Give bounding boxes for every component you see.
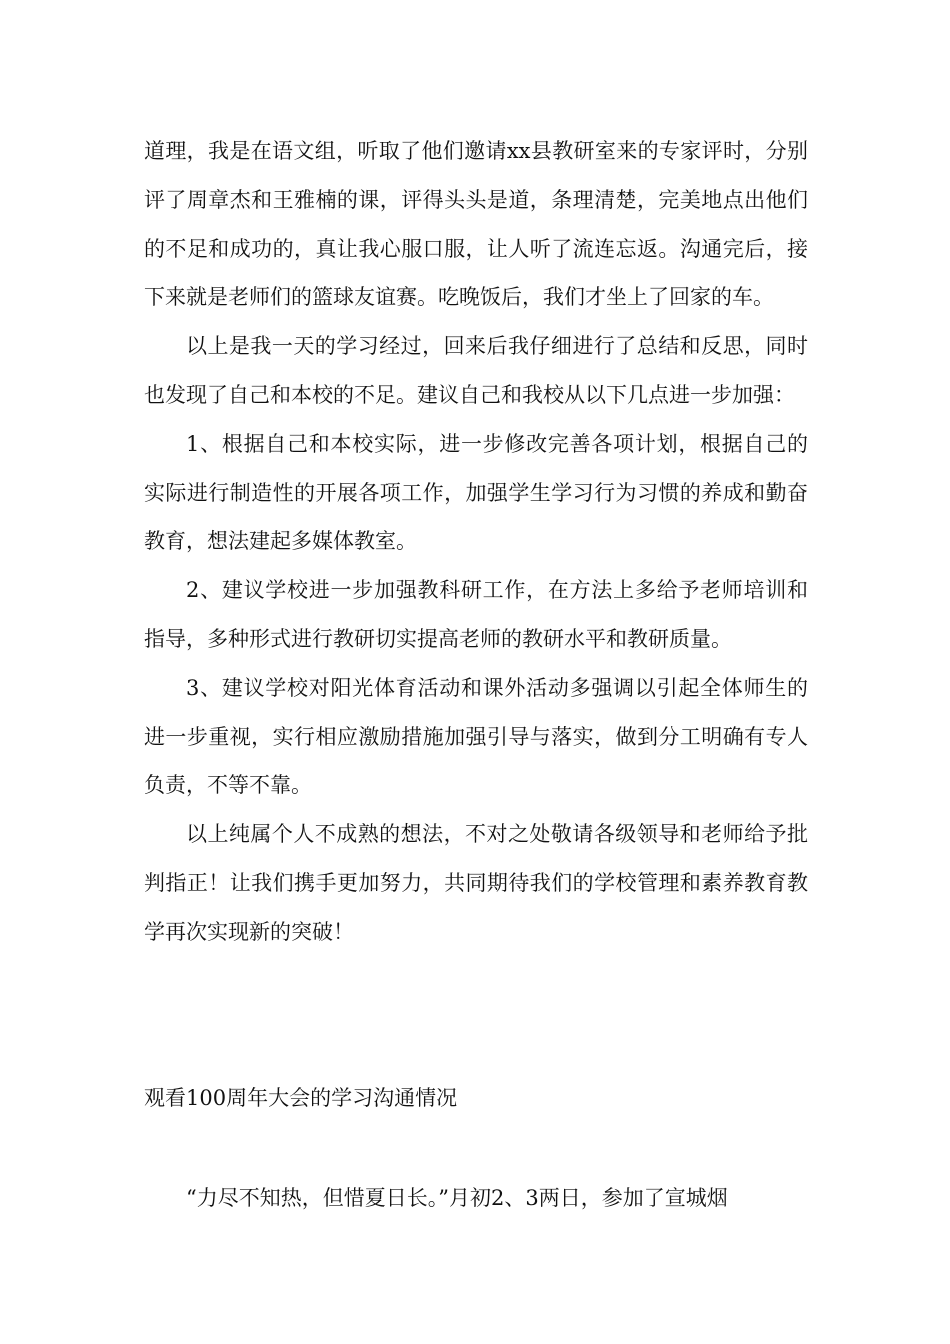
paragraph-suggestion-1: 1、根据自己和本校实际，进一步修改完善各项计划，根据自己的实际进行制造性的开展各项工作，加强学生学习行为习惯的养成和勤奋教育，想法建起多媒体教室。 — [144, 431, 808, 554]
section-heading: 观看100周年大会的学习沟通情况 — [144, 1086, 458, 1110]
paragraph-suggestion-3: 3、建议学校对阳光体育活动和课外活动多强调以引起全体师生的进一步重视，实行相应激励措施加强引导与落实，做到分工明确有专人负责，不等不靠。 — [144, 675, 808, 798]
body-text — [144, 127, 808, 957]
paragraph-opening-quote: “力尽不知热，但惜夏日长。”月初2、3两日，参加了宣城烟 — [186, 1186, 728, 1210]
paragraph-continuation: 道理，我是在语文组，听取了他们邀请xx县教研室来的专家评时，分别评了周章杰和王雅楠的课，评得头头是道，条理清楚，完美地点出他们的不足和成功的，真让我心服口服，让人听了流连忘返。沟通完后，接下来就是老师们的篮球友谊赛。吃晚饭后，我们才坐上了回家的车。 — [144, 139, 808, 310]
body-text-continued — [144, 1174, 808, 1223]
paragraph-summary: 以上是我一天的学习经过，回来后我仔细进行了总结和反思，同时也发现了自己和本校的不足。建议自己和我校从以下几点进一步加强： — [144, 334, 808, 407]
paragraph-conclusion: 以上纯属个人不成熟的想法，不对之处敬请各级领导和老师给予批判指正！让我们携手更加努力，共同期待我们的学校管理和素养教育教学再次实现新的突破！ — [144, 822, 808, 944]
paragraph-suggestion-2: 2、建议学校进一步加强教科研工作，在方法上多给予老师培训和指导，多种形式进行教研切实提高老师的教研水平和教研质量。 — [144, 578, 808, 651]
